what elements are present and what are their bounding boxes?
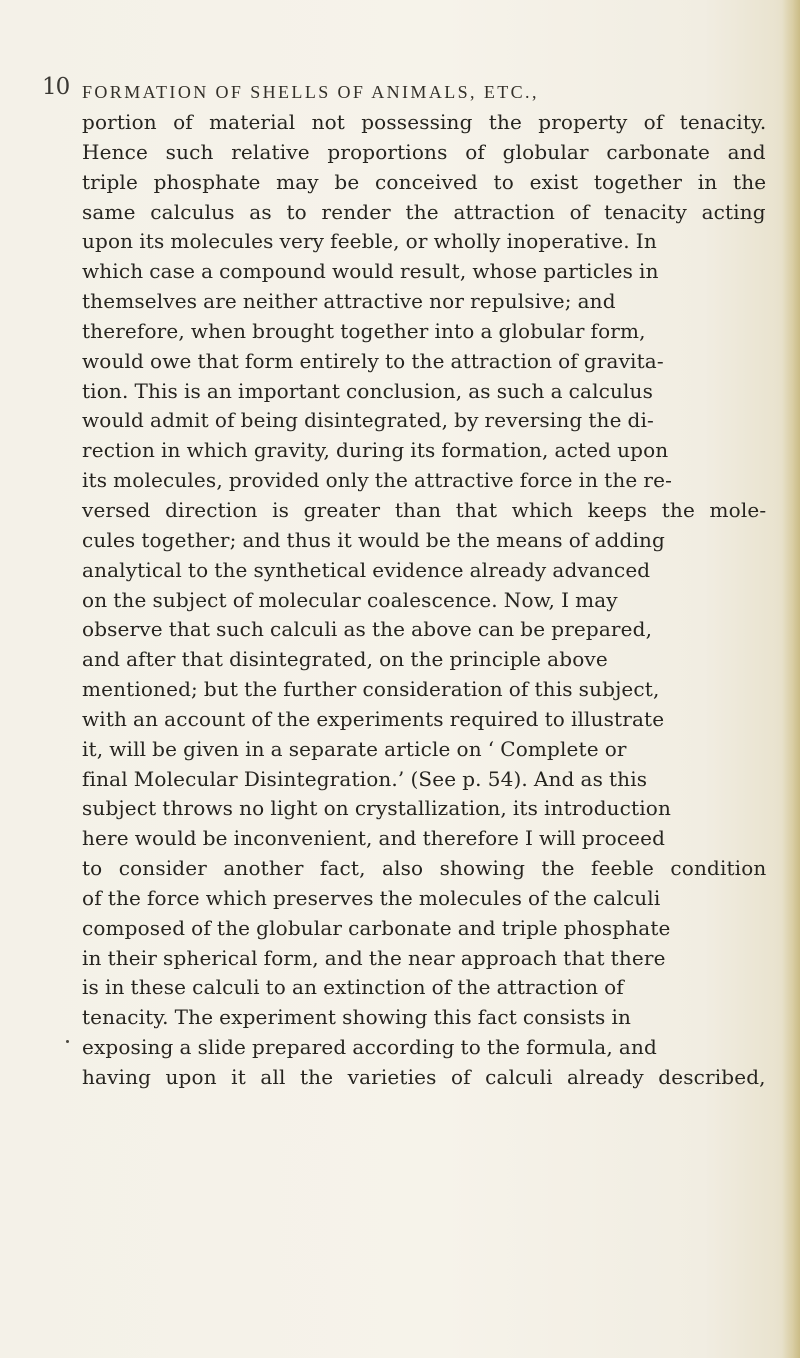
text-line: subject throws no light on crystallization, its introduction	[82, 796, 671, 821]
running-head: FORMATION OF SHELLS OF ANIMALS, ETC.,	[82, 82, 539, 102]
text-line: versed direction is greater than that which keeps the mole-	[82, 497, 767, 522]
text-line: mentioned; but the further consideration of this subject,	[82, 677, 660, 702]
text-line: triple phosphate may be conceived to exist together in the	[82, 169, 767, 194]
page-number: 10	[42, 74, 70, 100]
text-line: would owe that form entirely to the attraction of gravita-	[82, 348, 664, 373]
text-line: in their spherical form, and the near approach that there	[82, 945, 666, 970]
page-edge-shadow	[782, 0, 800, 1358]
text-line: therefore, when brought together into a globular form,	[82, 318, 646, 343]
text-line: tion. This is an important conclusion, as such a calculus	[82, 378, 653, 403]
text-line: Hence such relative proportions of globular carbonate and	[82, 139, 766, 164]
text-line: cules together; and thus it would be the means of adding	[82, 527, 665, 552]
body-paragraph	[82, 108, 766, 1093]
text-line: on the subject of molecular coalescence. Now, I may	[82, 587, 618, 612]
text-line: final Molecular Disintegration.’ (See p. 54). And as this	[82, 766, 648, 791]
text-line: is in these calculi to an extinction of the attraction of	[82, 975, 624, 1000]
text-line: portion of material not possessing the property of tenacity.	[82, 110, 767, 134]
text-line: of the force which preserves the molecules of the calculi	[82, 885, 661, 910]
text-line: and after that disintegrated, on the principle above	[82, 647, 608, 672]
page-header	[42, 70, 762, 106]
text-line: here would be inconvenient, and therefore I will proceed	[82, 826, 666, 851]
margin-dot	[66, 1040, 69, 1043]
text-line: analytical to the synthetical evidence already advanced	[82, 557, 651, 582]
text-line: themselves are neither attractive nor repulsive; and	[82, 289, 616, 314]
text-line: upon its molecules very feeble, or wholly inoperative. In	[82, 229, 657, 254]
text-line: having upon it all the varieties of calculi already described,	[82, 1065, 766, 1089]
text-line: it, will be given in a separate article on ‘ Complete or	[82, 736, 627, 761]
text-line: tenacity. The experiment showing this fact consists in	[82, 1005, 632, 1030]
text-line: its molecules, provided only the attractive force in the re-	[82, 468, 672, 493]
text-line: would admit of being disintegrated, by reversing the di-	[82, 408, 654, 433]
text-line: same calculus as to render the attraction of tenacity acting	[82, 199, 766, 224]
text-line: exposing a slide prepared according to the formula, and	[82, 1035, 657, 1060]
text-line: observe that such calculi as the above can be prepared,	[82, 617, 653, 642]
text-line: composed of the globular carbonate and triple phosphate	[82, 915, 671, 940]
text-line: rection in which gravity, during its formation, acted upon	[82, 438, 669, 463]
text-line: to consider another fact, also showing the feeble condition	[82, 856, 767, 881]
text-line: with an account of the experiments required to illustrate	[82, 706, 665, 731]
text-line: which case a compound would result, whose particles in	[82, 259, 659, 284]
